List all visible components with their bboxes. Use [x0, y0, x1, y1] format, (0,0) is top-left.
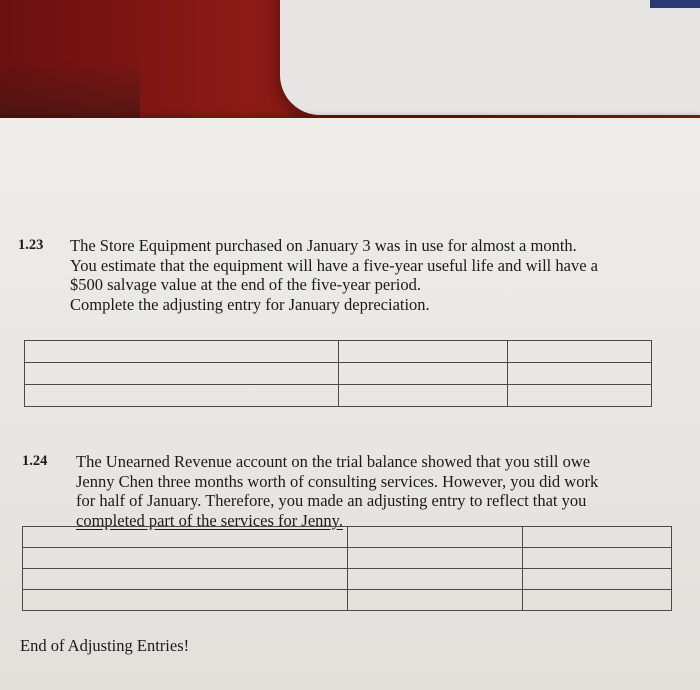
debit-cell[interactable] [347, 548, 522, 569]
debit-cell[interactable] [347, 527, 522, 548]
problem-line: The Unearned Revenue account on the trial balance showed that you still owe [76, 452, 591, 471]
background-card [280, 0, 700, 115]
account-cell[interactable] [25, 363, 339, 385]
problem-line: Complete the adjusting entry for January depreciation. [70, 294, 430, 314]
problem-line: $500 salvage value at the end of the five-year period. [70, 275, 421, 294]
debit-cell[interactable] [338, 341, 507, 363]
problem-line: completed part of the services for Jenny. [76, 510, 343, 530]
credit-cell[interactable] [522, 590, 671, 611]
debit-cell[interactable] [338, 363, 507, 385]
credit-cell[interactable] [507, 341, 651, 363]
account-cell[interactable] [25, 341, 339, 363]
table-row [25, 341, 652, 363]
account-cell[interactable] [23, 527, 348, 548]
debit-cell[interactable] [347, 590, 522, 611]
credit-cell[interactable] [507, 385, 651, 407]
debit-cell[interactable] [338, 385, 507, 407]
credit-cell[interactable] [522, 569, 671, 590]
problem-line: You estimate that the equipment will have a five-year useful life and will have a [70, 255, 598, 275]
problem-text [76, 452, 598, 530]
table-row [23, 548, 672, 569]
account-cell[interactable] [23, 569, 348, 590]
account-cell[interactable] [25, 385, 339, 407]
table-row [25, 363, 652, 385]
table-row [23, 527, 672, 548]
table-row [23, 569, 672, 590]
credit-cell[interactable] [507, 363, 651, 385]
journal-entry-table-1-23 [24, 340, 652, 407]
problem-number: 1.23 [18, 237, 44, 253]
account-cell[interactable] [23, 590, 348, 611]
background-card-edge [650, 0, 700, 8]
table-row [23, 590, 672, 611]
problem-line: The Store Equipment purchased on January 3 was in use for almost a month. [70, 236, 577, 255]
problem-number: 1.24 [22, 453, 48, 469]
problem-line: for half of January. Therefore, you made an adjusting entry to reflect that you [76, 491, 587, 510]
account-cell[interactable] [23, 548, 348, 569]
problem-text [70, 236, 598, 314]
footer-text: End of Adjusting Entries! [20, 636, 190, 655]
problem-line: Jenny Chen three months worth of consulting services. However, you did work [76, 471, 599, 491]
credit-cell[interactable] [522, 548, 671, 569]
journal-entry-table-1-24 [22, 526, 672, 611]
debit-cell[interactable] [347, 569, 522, 590]
table-row [25, 385, 652, 407]
credit-cell[interactable] [522, 527, 671, 548]
